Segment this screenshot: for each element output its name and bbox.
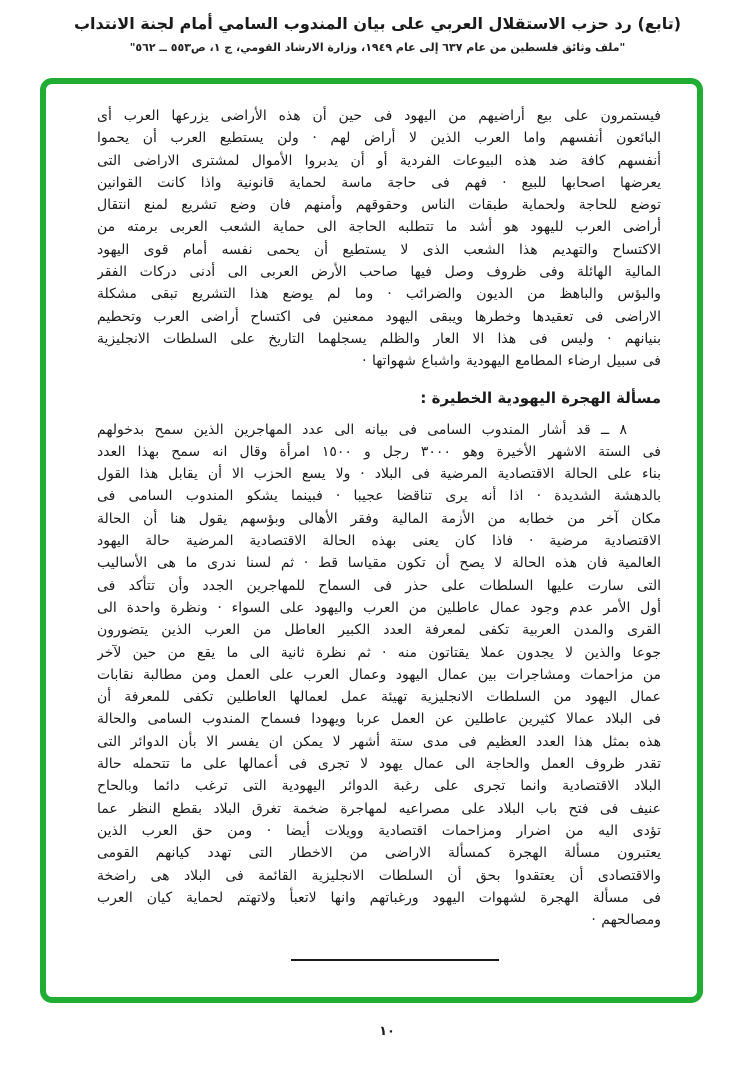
text-line: فى البلاد عمالا كثيرين عاطلين عن العمل عربا ويهودا فسماح المندوب السامى والحالة <box>97 711 661 728</box>
page-number: ١٠ <box>379 1024 395 1039</box>
text-line: عمال اليهود من السلطات الانجليزية تهيئة عمل لعمالها العاطلين تكفى للمعرفة أن <box>97 689 661 706</box>
text-line: من مزاحمات ومشاجرات بين عمال اليهود وعمال العرب على العمل ومن مطالبة نقابات <box>97 666 661 683</box>
text-line: القرى والمدن العربية تكفى لمعرفة العدد الكبير العاطل من العرب الذين يتضورون <box>97 622 661 639</box>
text-line: العالمية فان هذه الحالة لا يصح أن تكون مقياسا قط · ثم لسنا ندرى ما هى الأساليب <box>97 555 661 572</box>
text-line: بنيانهم · وليس فى هذا الا العار والظلم يسجلهما التاريخ على السلطات الانجليزية <box>97 330 661 347</box>
footnote-divider <box>291 959 499 961</box>
text-line: ومصالحهم · <box>591 912 661 929</box>
text-line: التى سارت عليها السلطات على حذر فى السماح للمهاجرين الجدد وأن تتأكد فى <box>97 577 661 594</box>
text-line: مكان آخر من خطابه من الأزمة المالية وفقر الأهالى وبؤسهم يقول هنا أن الحالة <box>97 510 661 527</box>
text-line: أنفسهم كافة ضد هذه البيوعات الفردية أو أن يدبروا الأموال لمشترى الاراضى التى <box>97 152 661 169</box>
text-line: بناء على الحالة الاقتصادية المرضية فى البلاد · ولا يسع الحزب الا أن يقابل هذا القول <box>97 466 661 483</box>
text-line: تقدر ظروف العمل والحاجة الى عمال يهود لا تجرى فى أعمالها على ما تتحمله حالة <box>97 756 661 773</box>
text-line: عنيف فى فتح باب البلاد على مصراعيه لمهاجرة ضخمة تغرق البلاد بقطع النظر عما <box>97 800 661 817</box>
text-line: أراضى العرب لليهود هو أشد ما تتطلبه الحاجة الى حماية الشعب العربى برمته من <box>97 219 661 236</box>
text-line: بالدهشة الشديدة · اذا أنه يرى تناقضا عجيبا · فبينما يشكو المندوب السامى فى <box>97 488 661 505</box>
text-line: ٨ ــ قد أشار المندوب السامى فى بيانه الى عدد المهاجرين الذين سمح بدخولهم <box>97 421 627 438</box>
document-header <box>0 12 755 54</box>
text-line: فى مسألة الهجرة لشهوات اليهود ورغباتهم وانها لاتعبأ ولاتهتم لحماية كيان العرب <box>97 889 661 906</box>
text-line: جوعا والذين لا يجدون عملا يقتاتون منه · ثم نظرة ثانية الى ما يقع من حين لآخر <box>97 644 661 661</box>
text-line: تؤدى اليه من اضرار ومزاحمات اقتصادية وويلات أيضا · ومن حق العرب الذين <box>97 822 661 839</box>
text-line: فى الستة الاشهر الأخيرة وهو ٣٠٠٠ رجل و ١٥٠٠ امرأة وقال انه سمح بهذا العدد <box>97 443 661 460</box>
text-line: هذه بمثل هذا العدد العظيم فى مدى ستة أشهر لا يمكن ان يفسر الا بأن الدوائر التى <box>97 733 661 750</box>
text-line: المالية الهائلة وفى ظروف وصل فيها صاحب الأرض العربى الى أدنى دركات الفقر <box>97 264 661 281</box>
text-line: يعرضها اصحابها للبيع · فهم فى حاجة ماسة لحماية قانونية واذا كانت القوانين <box>97 174 661 191</box>
section-heading: مسألة الهجرة اليهودية الخطيرة : <box>420 388 661 407</box>
content-frame <box>40 78 703 1003</box>
text-line: فيستمرون على بيع أراضيهم من اليهود فى حين أن هذه الأراضى يزرعها العرب أى <box>97 108 661 124</box>
page-title: (تابع) رد حزب الاستقلال العربي على بيان المندوب السامي أمام لجنة الانتداب <box>73 14 682 33</box>
source-citation: "ملف وثائق فلسطين من عام ٦٣٧ إلى عام ١٩٤٩، وزارة الارشاد القومي، ج ١، ص٥٥٣ ــ ٥٦٢" <box>129 41 626 54</box>
text-line: البلاد الاقتصادية وانما تجرى على رغبة الدوائر اليهودية التى ترغب دائما وبالحاح <box>97 778 661 795</box>
text-line: فى سبيل ارضاء المطامع اليهودية واشباع شهواتها · <box>362 353 661 370</box>
text-line: يعتبرون مسألة الهجرة كمسألة الاراضى من الاخطار التى تهدد كيانهم القومى <box>97 845 661 862</box>
text-line: الاراضى فى تعقيدها وخطرها ويبقى اليهود ممعنين فى اكتساح أراضى العرب وتحطيم <box>97 308 661 325</box>
text-line: أول الأمر عدم وجود عمال عاطلين من العرب واليهود على السواء · ونظرة واحدة الى <box>97 599 661 616</box>
paragraph-1 <box>97 105 661 373</box>
text-line: الاكتساح والتهديم هذا الشعب الذى لا يستطيع أن يحمى نفسه أمام قوى اليهود <box>97 241 661 258</box>
text-line: والبؤس والباهظ من الديون والضرائب · وما لم يوضع هذا التشريع تبقى مشكلة <box>97 286 661 303</box>
paragraph-2 <box>97 419 661 932</box>
text-line: والاقتصادى أن يعتقدوا بحق أن السلطات الانجليزية القائمة فى البلاد هى راضخة <box>97 867 661 884</box>
text-line: الاقتصادية مرضية · فاذا كان يعنى بهذه الحالة الاقتصادية المرضية حالة اليهود <box>97 533 661 550</box>
text-line: البائعون أنفسهم واما العرب الذين لا أراض لهم · ولن يستطيع العرب أن يحموا <box>97 130 661 147</box>
text-line: توضع للحاجة ولحماية طبقات الناس وحقوقهم وأمنهم فان وضع تشريع لمنع انتقال <box>97 197 661 214</box>
